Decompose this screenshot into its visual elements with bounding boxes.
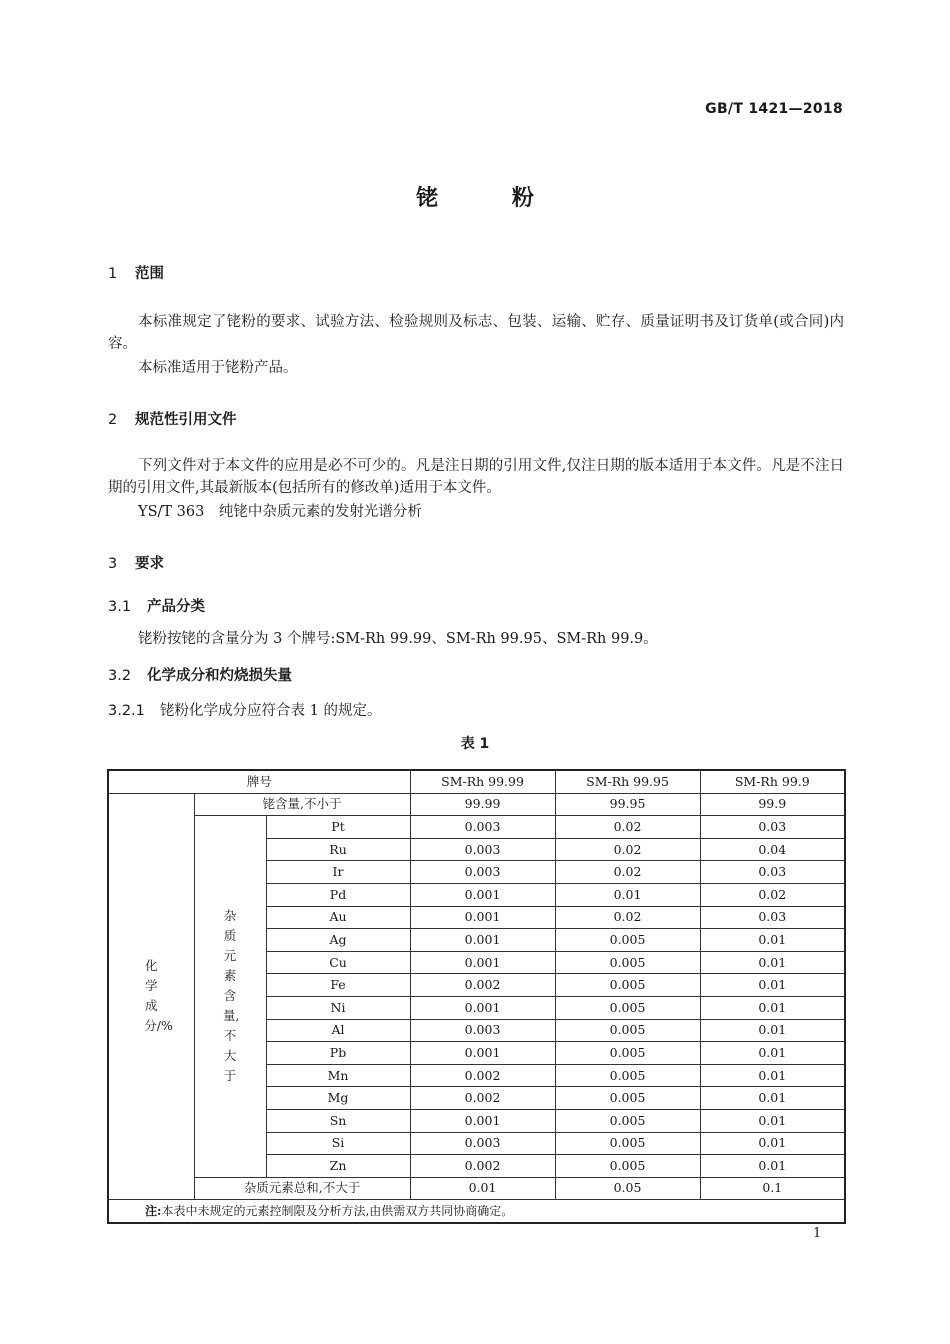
section-number: 2 — [108, 412, 118, 428]
table-note — [108, 1200, 845, 1223]
impurity-limit-value: 0.01 — [700, 1087, 845, 1110]
section-number: 1 — [108, 266, 118, 282]
section-3-1-heading — [108, 595, 205, 616]
impurity-limit-value: 0.03 — [700, 861, 845, 884]
standard-code: GB/T 1421—2018 — [705, 101, 843, 117]
impurity-limit-value: 0.005 — [555, 974, 700, 997]
rhodium-content-value: 99.9 — [700, 793, 845, 816]
element-symbol: Pd — [266, 883, 410, 906]
element-symbol: Pt — [266, 816, 410, 839]
impurity-group-label — [194, 816, 266, 1178]
element-symbol: Si — [266, 1132, 410, 1155]
impurity-limit-value: 0.001 — [410, 883, 555, 906]
impurity-limit-value: 0.03 — [700, 906, 845, 929]
element-symbol: Fe — [266, 974, 410, 997]
impurity-limit-value: 0.002 — [410, 1064, 555, 1087]
section-number: 3.2 — [108, 668, 132, 684]
element-symbol: Mg — [266, 1087, 410, 1110]
section-1-heading — [108, 262, 164, 283]
impurity-limit-value: 0.02 — [555, 816, 700, 839]
element-symbol: Zn — [266, 1155, 410, 1178]
impurity-limit-value: 0.003 — [410, 861, 555, 884]
section-title: 化学成分和灼烧损失量 — [147, 668, 292, 684]
clause-text: 铑粉化学成分应符合表 1 的规定。 — [160, 703, 382, 719]
impurity-limit-value: 0.005 — [555, 1064, 700, 1087]
grade-column-header: SM-Rh 99.99 — [410, 770, 555, 793]
section-title: 范围 — [135, 266, 164, 282]
impurity-limit-value: 0.001 — [410, 906, 555, 929]
page-number: 1 — [813, 1226, 822, 1241]
impurity-limit-value: 0.02 — [700, 883, 845, 906]
grade-column-header: SM-Rh 99.95 — [555, 770, 700, 793]
section-3-2-heading — [108, 664, 292, 685]
impurity-limit-value: 0.001 — [410, 1109, 555, 1132]
chemical-composition-table — [107, 769, 846, 1224]
impurity-total-value: 0.1 — [700, 1177, 845, 1200]
rhodium-content-value: 99.99 — [410, 793, 555, 816]
note-text: 本表中未规定的元素控制限及分析方法,由供需双方共同协商确定。 — [161, 1204, 514, 1219]
impurity-total-value: 0.05 — [555, 1177, 700, 1200]
impurity-limit-value: 0.005 — [555, 1019, 700, 1042]
grade-column-header: SM-Rh 99.9 — [700, 770, 845, 793]
impurity-limit-value: 0.01 — [700, 1042, 845, 1065]
impurity-limit-value: 0.01 — [700, 1109, 845, 1132]
impurity-limit-value: 0.002 — [410, 1087, 555, 1110]
impurity-limit-value: 0.02 — [555, 906, 700, 929]
table-note-row — [108, 1200, 845, 1223]
impurity-limit-value: 0.005 — [555, 1132, 700, 1155]
element-symbol: Sn — [266, 1109, 410, 1132]
section-title: 产品分类 — [147, 599, 205, 615]
section-2-paragraph-1: 下列文件对于本文件的应用是必不可少的。凡是注日期的引用文件,仅注日期的版本适用于本文件。凡是不注日期的引用文件,其最新版本(包括所有的修改单)适用于本文件。 — [108, 458, 844, 496]
impurity-total-value: 0.01 — [410, 1177, 555, 1200]
clause-number: 3.2.1 — [108, 703, 145, 719]
impurity-limit-value: 0.005 — [555, 996, 700, 1019]
section-number: 3.1 — [108, 599, 132, 615]
note-label: 注: — [145, 1204, 162, 1219]
rhodium-content-label: 铑含量,不小于 — [194, 793, 410, 816]
document-title: 铑 粉 — [416, 186, 534, 211]
element-symbol: Mn — [266, 1064, 410, 1087]
impurity-limit-value: 0.01 — [700, 974, 845, 997]
impurity-limit-value: 0.01 — [700, 1064, 845, 1087]
clause-3-2-1 — [108, 700, 381, 722]
element-symbol: Ir — [266, 861, 410, 884]
impurity-limit-value: 0.005 — [555, 929, 700, 952]
impurity-total-label: 杂质元素总和,不大于 — [194, 1177, 410, 1200]
section-number: 3 — [108, 556, 118, 572]
element-symbol: Cu — [266, 951, 410, 974]
normative-reference: YS/T 363 纯铑中杂质元素的发射光谱分析 — [138, 504, 422, 520]
element-symbol: Ni — [266, 996, 410, 1019]
impurity-limit-value: 0.001 — [410, 929, 555, 952]
table-row — [108, 816, 845, 839]
impurity-limit-value: 0.04 — [700, 838, 845, 861]
section-3-heading — [108, 552, 164, 573]
impurity-limit-value: 0.01 — [700, 951, 845, 974]
impurity-limit-value: 0.02 — [555, 861, 700, 884]
element-symbol: Ag — [266, 929, 410, 952]
group-label-text: 化学成分/% — [144, 958, 173, 1034]
impurity-limit-value: 0.02 — [555, 838, 700, 861]
impurity-limit-value: 0.003 — [410, 838, 555, 861]
impurity-limit-value: 0.002 — [410, 974, 555, 997]
impurity-limit-value: 0.002 — [410, 1155, 555, 1178]
impurity-limit-value: 0.01 — [700, 1019, 845, 1042]
impurity-limit-value: 0.003 — [410, 1019, 555, 1042]
section-1-paragraph-2: 本标准适用于铑粉产品。 — [138, 360, 298, 376]
rhodium-content-value: 99.95 — [555, 793, 700, 816]
table-header-row — [108, 770, 845, 793]
section-1-paragraph-1: 本标准规定了铑粉的要求、试验方法、检验规则及标志、包装、运输、贮存、质量证明书及订货单(或合同)内容。 — [108, 314, 844, 352]
impurity-limit-value: 0.003 — [410, 1132, 555, 1155]
impurity-limit-value: 0.005 — [555, 1087, 700, 1110]
impurity-label-text: 杂质元素含量,不大于 — [223, 908, 240, 1084]
impurity-limit-value: 0.001 — [410, 996, 555, 1019]
section-title: 要求 — [135, 556, 164, 572]
impurity-limit-value: 0.005 — [555, 1109, 700, 1132]
element-symbol: Al — [266, 1019, 410, 1042]
impurity-limit-value: 0.003 — [410, 816, 555, 839]
impurity-limit-value: 0.005 — [555, 1042, 700, 1065]
grade-header: 牌号 — [108, 770, 410, 793]
impurity-limit-value: 0.01 — [555, 883, 700, 906]
impurity-limit-value: 0.01 — [700, 1155, 845, 1178]
chemical-composition-group-label — [108, 793, 194, 1200]
section-3-1-paragraph: 铑粉按铑的含量分为 3 个牌号:SM-Rh 99.99、SM-Rh 99.95、SM-Rh 99.9。 — [138, 631, 658, 647]
element-symbol: Pb — [266, 1042, 410, 1065]
impurity-limit-value: 0.01 — [700, 929, 845, 952]
element-symbol: Au — [266, 906, 410, 929]
section-title: 规范性引用文件 — [135, 412, 237, 428]
element-symbol: Ru — [266, 838, 410, 861]
impurity-total-row — [108, 1177, 845, 1200]
impurity-limit-value: 0.005 — [555, 1155, 700, 1178]
impurity-limit-value: 0.01 — [700, 996, 845, 1019]
impurity-limit-value: 0.001 — [410, 951, 555, 974]
impurity-limit-value: 0.03 — [700, 816, 845, 839]
rhodium-content-row — [108, 793, 845, 816]
table-caption: 表 1 — [460, 736, 490, 752]
impurity-limit-value: 0.001 — [410, 1042, 555, 1065]
section-2-heading — [108, 408, 237, 429]
impurity-limit-value: 0.005 — [555, 951, 700, 974]
impurity-limit-value: 0.01 — [700, 1132, 845, 1155]
